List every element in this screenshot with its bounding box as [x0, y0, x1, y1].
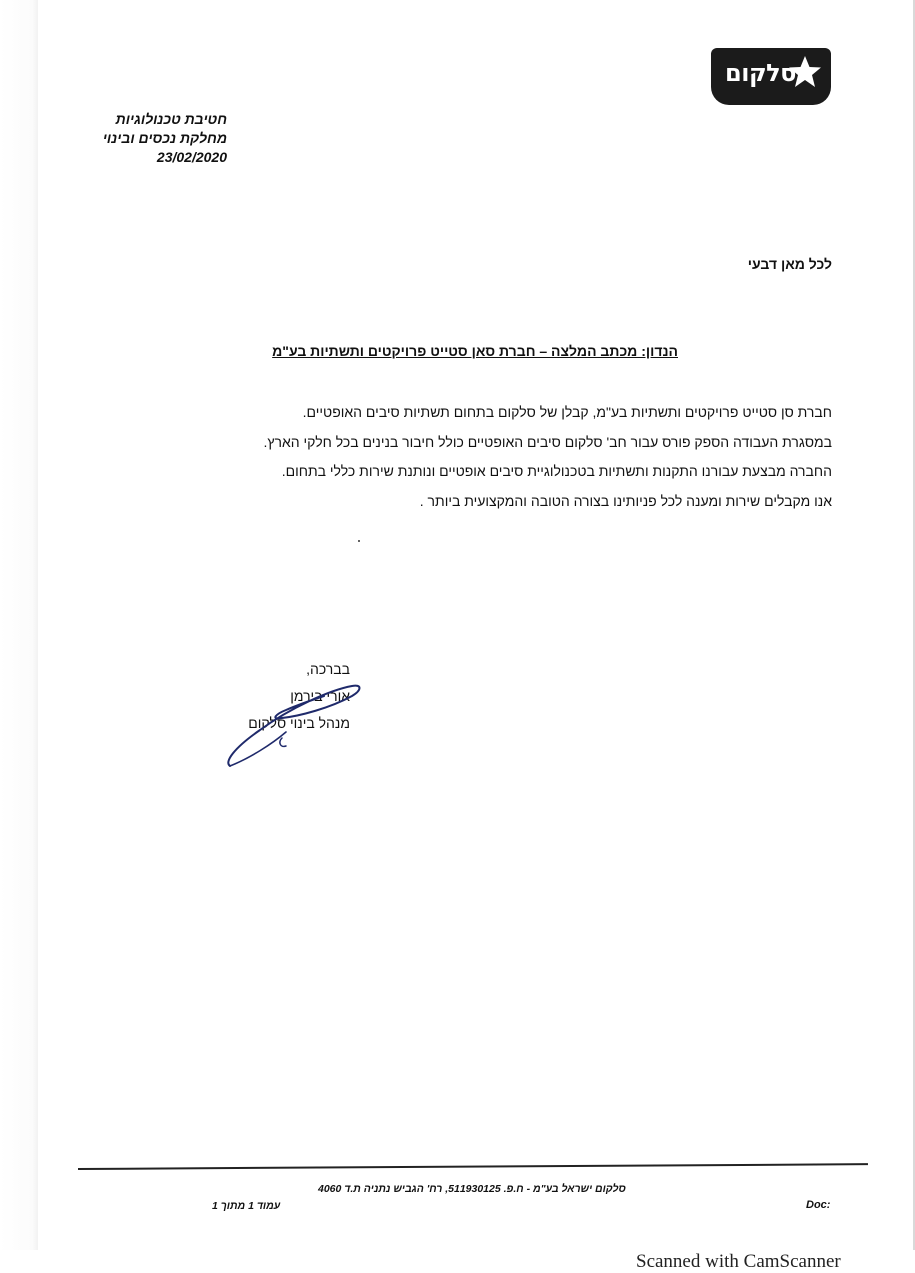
footer-doc-label: Doc: — [806, 1199, 831, 1211]
cellcom-logo — [711, 48, 831, 105]
letter-body — [232, 398, 832, 516]
recipient: לכל מאן דבעי — [747, 256, 832, 272]
body-line: החברה מבצעת עבורנו התקנות ותשתיות בטכנולוגיית סיבים אופטיים ונותנת שירות כללי בתחום. — [281, 463, 832, 479]
handwritten-signature — [220, 678, 370, 778]
footer-divider — [78, 1163, 868, 1170]
logo-text: סלקום — [725, 59, 796, 87]
department-name: חטיבת טכנולוגיות — [115, 111, 227, 127]
star-icon — [787, 54, 823, 90]
closing-greeting: בברכה, — [306, 661, 350, 677]
division-name: מחלקת נכסים ובינוי — [102, 130, 227, 146]
scan-left-edge — [0, 0, 38, 1250]
footer-page-number: עמוד 1 מתוך 1 — [212, 1200, 281, 1212]
scan-speck — [358, 540, 360, 542]
signer-title: מנהל בינוי סלקום — [248, 715, 350, 731]
signer-name: אורי בירמן — [290, 688, 350, 704]
camscanner-watermark: Scanned with CamScanner — [636, 1251, 841, 1272]
body-line: חברת סן סטייט פרויקטים ותשתיות בע"מ, קבלן של סלקום בתחום תשתיות סיבים האופטיים. — [302, 404, 832, 420]
body-line: במסגרת העבודה הספק פורס עבור חב' סלקום סיבים האופטיים כולל חיבור בנינים בכל חלקי הארץ. — [263, 433, 832, 450]
letter-date: 23/02/2020 — [156, 149, 227, 165]
department-block — [103, 110, 227, 167]
subject-line: הנדון: מכתב המלצה – חברת סאן סטייט פרויקטים ותשתיות בע"מ — [272, 343, 678, 359]
body-line: אנו מקבלים שירות ומענה לכל פניותינו בצורה הטובה והמקצועית ביותר . — [419, 492, 832, 509]
footer-company-details: סלקום ישראל בע"מ - ח.פ. 511930125, רח' הגביש נתניה ת.ד 4060 — [318, 1183, 626, 1195]
